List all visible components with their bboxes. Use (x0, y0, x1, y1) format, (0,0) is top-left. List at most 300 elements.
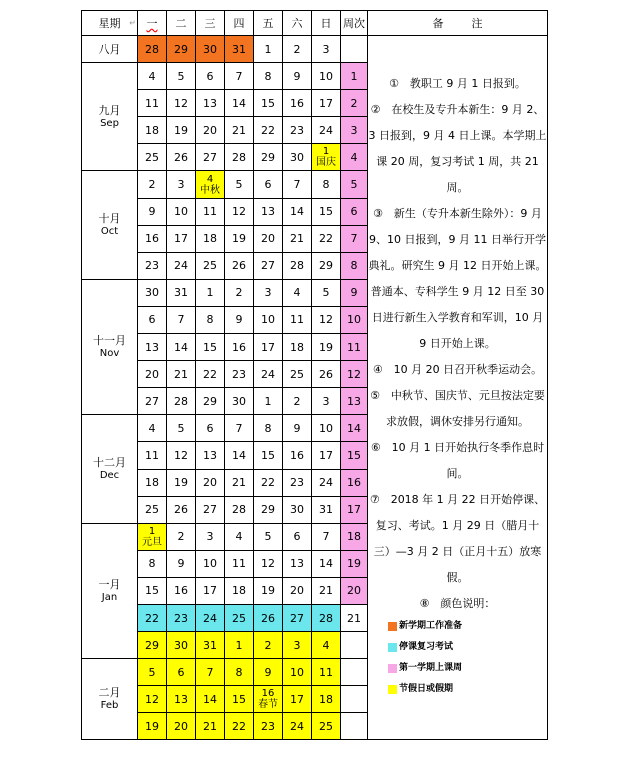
month-cn-label: 二月 (98, 686, 121, 700)
day-cell (167, 632, 196, 659)
day-cell (312, 469, 341, 496)
day-cell (225, 442, 254, 469)
week-number-cell: 13 (341, 388, 368, 415)
day-header-fri: 五 (254, 11, 283, 36)
day-number: 12 (174, 96, 188, 110)
day-number: 19 (174, 476, 188, 490)
legend-swatch-icon (388, 664, 397, 673)
day-number: 7 (177, 313, 185, 327)
week-number-cell: 17 (341, 496, 368, 523)
day-number: 20 (261, 232, 275, 246)
month-cn-label: 一月 (98, 577, 121, 591)
day-number: 24 (261, 367, 275, 381)
day-cell (254, 686, 283, 713)
day-cell (283, 415, 312, 442)
day-number: 20 (203, 123, 217, 137)
day-number: 11 (319, 665, 333, 679)
day-number: 8 (264, 69, 272, 83)
day-number: 23 (232, 367, 246, 381)
day-number: 18 (145, 123, 159, 137)
day-cell (138, 334, 167, 361)
day-cell (138, 90, 167, 117)
day-number: 22 (203, 367, 217, 381)
note-item: ⑧ 颜色说明： (419, 596, 496, 610)
day-number: 2 (293, 394, 301, 408)
day-number: 30 (290, 503, 304, 517)
day-number: 19 (174, 123, 188, 137)
day-cell (254, 252, 283, 279)
week-number-cell: 21 (341, 604, 368, 631)
day-number: 9 (293, 69, 301, 83)
day-cell (138, 144, 167, 171)
day-cell (167, 279, 196, 306)
day-cell (225, 686, 254, 713)
day-number: 9 (177, 557, 185, 571)
day-number: 6 (206, 69, 214, 83)
day-number: 2 (177, 530, 185, 544)
week-number-cell: 9 (341, 279, 368, 306)
day-number: 31 (174, 286, 188, 300)
day-number: 15 (261, 448, 275, 462)
month-label-cell (82, 659, 138, 740)
day-cell (196, 523, 225, 550)
day-number: 12 (232, 205, 246, 219)
day-number: 17 (174, 232, 188, 246)
day-number: 25 (319, 719, 333, 733)
day-cell (254, 632, 283, 659)
day-number: 22 (232, 719, 246, 733)
month-label-cell (82, 415, 138, 523)
day-cell (283, 63, 312, 90)
day-cell (167, 225, 196, 252)
day-number: 12 (145, 692, 159, 706)
week-number-cell: 18 (341, 523, 368, 550)
legend-label: 第一学期上课周 (399, 662, 463, 673)
day-number: 17 (319, 96, 333, 110)
day-cell (225, 90, 254, 117)
day-cell (225, 171, 254, 198)
day-cell (138, 577, 167, 604)
day-cell (196, 198, 225, 225)
day-number: 18 (203, 232, 217, 246)
day-number: 13 (145, 340, 159, 354)
day-number: 16 (290, 448, 304, 462)
note-item: ⑦ 2018 年 1 月 22 日开始停课、复习、考试。1 月 29 日（腊月十三）—3 月 2 日（正月十五）放寒假。 (369, 492, 546, 584)
day-number: 5 (322, 286, 330, 300)
week-header: 周次 (341, 11, 368, 36)
day-cell (138, 550, 167, 577)
day-cell (196, 63, 225, 90)
day-cell (167, 144, 196, 171)
month-en-label: Jan (101, 591, 118, 603)
day-header-sun: 日 (312, 11, 341, 36)
day-cell (283, 306, 312, 333)
day-number: 14 (319, 557, 333, 571)
day-number: 7 (235, 421, 243, 435)
day-number: 21 (232, 476, 246, 490)
note-item: ⑥ 10 月 1 日开始执行冬季作息时间。 (370, 440, 545, 480)
day-cell (283, 550, 312, 577)
day-number: 23 (174, 611, 188, 625)
day-number: 26 (174, 150, 188, 164)
day-number: 25 (145, 150, 159, 164)
day-cell (283, 686, 312, 713)
day-number: 23 (261, 719, 275, 733)
day-cell (254, 415, 283, 442)
day-number: 10 (203, 557, 217, 571)
day-cell (283, 198, 312, 225)
week-number-cell (341, 686, 368, 713)
day-number: 5 (148, 665, 156, 679)
day-number: 9 (293, 421, 301, 435)
day-cell (196, 442, 225, 469)
notes-header: 备 注 (368, 11, 548, 36)
day-cell (167, 90, 196, 117)
day-number: 26 (261, 611, 275, 625)
day-number: 23 (290, 476, 304, 490)
day-cell (225, 550, 254, 577)
day-number: 2 (293, 42, 301, 56)
day-number: 25 (145, 503, 159, 517)
day-header-wed: 三 (196, 11, 225, 36)
week-number-cell: 16 (341, 469, 368, 496)
day-number: 22 (145, 611, 159, 625)
day-number: 6 (206, 421, 214, 435)
day-number: 19 (232, 232, 246, 246)
day-cell (138, 198, 167, 225)
day-cell (254, 361, 283, 388)
day-number: 14 (232, 448, 246, 462)
day-cell (283, 659, 312, 686)
legend-label: 新学期工作准备 (399, 620, 463, 631)
day-cell (167, 550, 196, 577)
month-label-cell (82, 279, 138, 414)
day-number: 1 (148, 525, 156, 537)
day-number: 13 (290, 557, 304, 571)
day-number: 30 (290, 150, 304, 164)
week-number-cell: 6 (341, 198, 368, 225)
day-cell (167, 713, 196, 740)
day-number: 14 (174, 340, 188, 354)
day-cell (196, 686, 225, 713)
day-number: 25 (203, 259, 217, 273)
day-number: 30 (174, 638, 188, 652)
day-number: 18 (319, 692, 333, 706)
day-number: 10 (174, 205, 188, 219)
day-number: 18 (232, 584, 246, 598)
day-number: 13 (174, 692, 188, 706)
week-number-cell: 15 (341, 442, 368, 469)
day-cell (254, 496, 283, 523)
day-number: 3 (293, 638, 301, 652)
day-cell (283, 523, 312, 550)
day-cell (167, 496, 196, 523)
month-en-label: Nov (99, 348, 120, 360)
day-cell (312, 117, 341, 144)
day-number: 1 (322, 146, 330, 158)
day-cell (283, 577, 312, 604)
day-number: 4 (206, 173, 214, 185)
day-number: 30 (232, 394, 246, 408)
day-number: 10 (290, 665, 304, 679)
week-number-cell: 1 (341, 63, 368, 90)
day-cell (167, 361, 196, 388)
day-cell (283, 388, 312, 415)
day-number: 8 (206, 313, 214, 327)
day-number: 27 (203, 503, 217, 517)
day-number: 5 (264, 530, 272, 544)
note-item: ⑤ 中秋节、国庆节、元旦按法定要求放假，调休安排另行通知。 (370, 388, 545, 428)
holiday-label: 中秋 (200, 184, 220, 196)
day-cell (196, 713, 225, 740)
day-number: 17 (203, 584, 217, 598)
day-cell (254, 713, 283, 740)
day-number: 28 (174, 394, 188, 408)
day-cell (254, 604, 283, 631)
day-number: 5 (177, 421, 185, 435)
day-number: 12 (319, 313, 333, 327)
day-number: 19 (261, 584, 275, 598)
day-cell (225, 713, 254, 740)
day-number: 4 (235, 530, 243, 544)
day-cell (138, 442, 167, 469)
day-number: 10 (319, 69, 333, 83)
month-en-label: Sep (100, 117, 119, 129)
day-cell (196, 496, 225, 523)
day-cell (254, 63, 283, 90)
day-cell (138, 496, 167, 523)
day-header-mon: 一 (138, 11, 167, 36)
day-number: 28 (290, 259, 304, 273)
day-cell (196, 225, 225, 252)
day-number: 27 (290, 611, 304, 625)
day-number: 10 (261, 313, 275, 327)
day-number: 29 (261, 150, 275, 164)
day-cell (225, 415, 254, 442)
day-cell (167, 659, 196, 686)
day-number: 31 (319, 503, 333, 517)
day-cell (196, 659, 225, 686)
month-cn-label: 十一月 (93, 334, 126, 348)
day-number: 21 (203, 719, 217, 733)
day-number: 15 (319, 205, 333, 219)
day-number: 29 (174, 42, 188, 56)
day-number: 28 (232, 150, 246, 164)
day-number: 29 (261, 503, 275, 517)
week-number-cell: 4 (341, 144, 368, 171)
day-cell (138, 388, 167, 415)
day-number: 25 (290, 367, 304, 381)
day-number: 1 (264, 394, 272, 408)
day-cell (312, 334, 341, 361)
day-cell (167, 171, 196, 198)
day-number: 10 (319, 421, 333, 435)
day-cell (167, 415, 196, 442)
day-cell (196, 306, 225, 333)
day-cell (254, 577, 283, 604)
day-number: 20 (203, 476, 217, 490)
day-cell (138, 225, 167, 252)
day-number: 26 (319, 367, 333, 381)
day-number: 19 (319, 340, 333, 354)
day-cell (312, 252, 341, 279)
day-cell (254, 469, 283, 496)
day-cell (225, 63, 254, 90)
day-cell (225, 279, 254, 306)
month-en-label: Oct (100, 226, 119, 238)
day-number: 1 (264, 42, 272, 56)
day-number: 11 (145, 96, 159, 110)
day-cell (167, 36, 196, 63)
day-number: 6 (264, 178, 272, 192)
day-cell (225, 604, 254, 631)
day-cell (225, 198, 254, 225)
day-cell (312, 361, 341, 388)
day-number: 16 (145, 232, 159, 246)
day-number: 20 (174, 719, 188, 733)
day-cell (312, 604, 341, 631)
day-number: 23 (145, 259, 159, 273)
day-cell (283, 604, 312, 631)
day-header-sat: 六 (283, 11, 312, 36)
note-item: ③ 新生（专升本新生除外）：9 月 9、10 日报到，9 月 11 日举行开学典礼。研究生 9 月 12 日开始上课。普通本、专科学生 9 月 12 日至 30 日进行新生入学教育和军训，10 月 9 日开始上课。 (368, 206, 547, 350)
month-cn-label: 九月 (98, 103, 121, 117)
school-calendar-table (81, 10, 548, 740)
day-cell (138, 171, 167, 198)
holiday-label: 国庆 (316, 157, 336, 169)
day-cell (167, 388, 196, 415)
week-number-cell: 12 (341, 361, 368, 388)
weekday-header: 星期 ↵ (82, 11, 138, 36)
day-cell (196, 361, 225, 388)
calendar-wrapper (81, 10, 548, 740)
day-number: 27 (203, 150, 217, 164)
day-cell (196, 415, 225, 442)
day-cell (167, 63, 196, 90)
day-number: 27 (261, 259, 275, 273)
day-cell (196, 604, 225, 631)
note-item: ④ 10 月 20 日召开秋季运动会。 (372, 362, 543, 376)
day-cell (283, 117, 312, 144)
day-cell (138, 306, 167, 333)
day-header-tue: 二 (167, 11, 196, 36)
day-number: 21 (290, 232, 304, 246)
day-number: 17 (261, 340, 275, 354)
day-number: 5 (235, 178, 243, 192)
day-cell (283, 442, 312, 469)
week-number-cell: 20 (341, 577, 368, 604)
day-number: 22 (261, 476, 275, 490)
day-cell (225, 496, 254, 523)
day-number: 24 (203, 611, 217, 625)
day-number: 27 (145, 394, 159, 408)
day-number: 3 (322, 394, 330, 408)
day-cell (138, 713, 167, 740)
day-number: 28 (145, 42, 159, 56)
legend-swatch-icon (388, 622, 397, 631)
day-number: 22 (319, 232, 333, 246)
day-number: 11 (145, 448, 159, 462)
week-number-cell: 8 (341, 252, 368, 279)
day-number: 18 (290, 340, 304, 354)
day-number: 13 (203, 96, 217, 110)
holiday-label: 春节 (258, 699, 278, 711)
day-number: 18 (145, 476, 159, 490)
day-number: 7 (235, 69, 243, 83)
day-cell (225, 577, 254, 604)
day-cell (167, 442, 196, 469)
week-number-cell: 14 (341, 415, 368, 442)
day-cell (225, 225, 254, 252)
day-number: 7 (293, 178, 301, 192)
day-cell (312, 523, 341, 550)
day-cell (138, 632, 167, 659)
day-number: 3 (322, 42, 330, 56)
day-number: 21 (319, 584, 333, 598)
holiday-label: 元旦 (142, 536, 162, 548)
day-cell (254, 550, 283, 577)
week-row (82, 36, 548, 63)
day-cell (312, 171, 341, 198)
day-number: 6 (177, 665, 185, 679)
day-number: 9 (264, 665, 272, 679)
day-number: 30 (203, 42, 217, 56)
day-cell (138, 63, 167, 90)
note-item: ① 教职工 9 月 1 日报到。 (389, 76, 526, 90)
day-cell (196, 577, 225, 604)
day-cell (312, 632, 341, 659)
day-cell (167, 117, 196, 144)
day-number: 9 (148, 205, 156, 219)
day-number: 6 (293, 530, 301, 544)
day-cell (312, 279, 341, 306)
calendar-body (82, 36, 548, 740)
week-number-cell (341, 632, 368, 659)
day-cell (312, 306, 341, 333)
day-number: 24 (290, 719, 304, 733)
day-cell (312, 225, 341, 252)
week-number-cell: 10 (341, 306, 368, 333)
day-cell (254, 659, 283, 686)
day-number: 24 (174, 259, 188, 273)
day-number: 23 (290, 123, 304, 137)
day-number: 24 (319, 476, 333, 490)
day-number: 31 (232, 42, 246, 56)
day-number: 14 (290, 205, 304, 219)
day-number: 28 (232, 503, 246, 517)
day-cell (196, 36, 225, 63)
day-number: 13 (261, 205, 275, 219)
day-cell (254, 442, 283, 469)
day-cell (138, 117, 167, 144)
day-cell (312, 550, 341, 577)
day-cell (225, 306, 254, 333)
day-number: 4 (148, 69, 156, 83)
day-number: 20 (290, 584, 304, 598)
day-cell (254, 90, 283, 117)
day-cell (312, 198, 341, 225)
month-label-cell (82, 63, 138, 171)
day-number: 13 (203, 448, 217, 462)
day-cell (254, 198, 283, 225)
day-cell (283, 252, 312, 279)
day-number: 3 (264, 286, 272, 300)
day-cell (167, 604, 196, 631)
day-cell (196, 469, 225, 496)
week-number-cell: 11 (341, 334, 368, 361)
day-cell (283, 632, 312, 659)
legend-label: 节假日或假期 (399, 683, 454, 694)
